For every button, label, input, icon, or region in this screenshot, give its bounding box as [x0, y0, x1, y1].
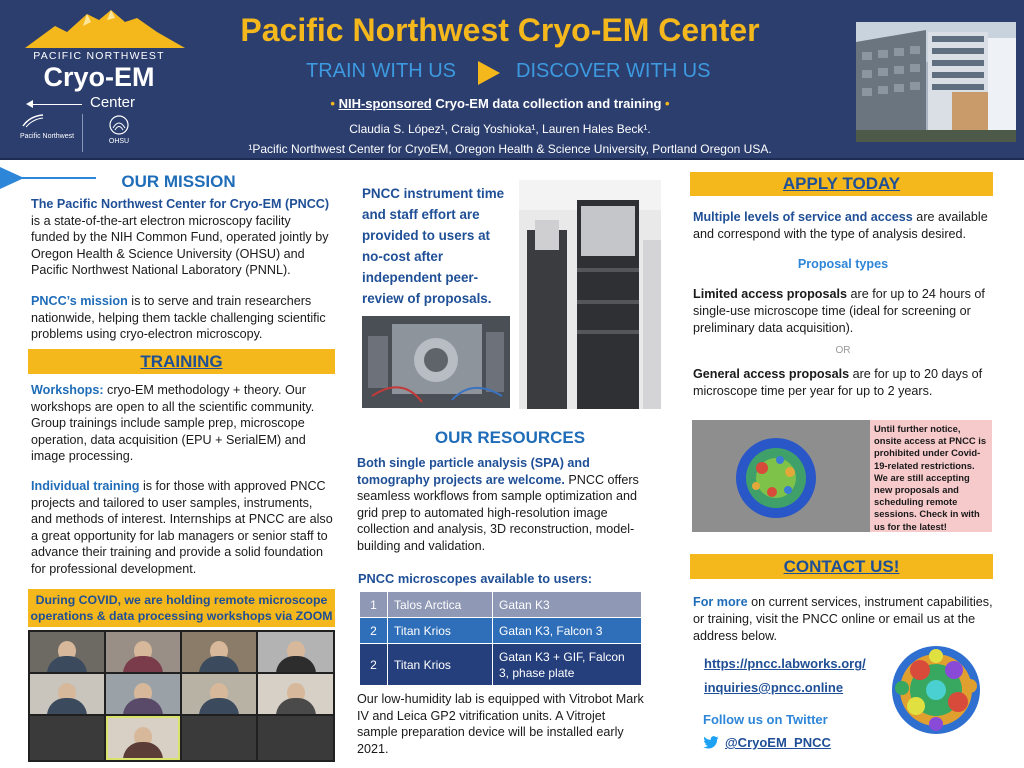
zoom-participant-tile	[106, 632, 180, 672]
limited-access-rest: are for up to 24 hours of single-use microscope time (ideal for screening or preliminary data acquisition).	[693, 287, 985, 335]
microscopes-table	[359, 591, 642, 686]
covid-workshop-banner: During COVID, we are holding remote microscope operations & data processing workshops via ZOOM	[28, 589, 335, 627]
partner-logos	[12, 112, 152, 154]
microscope-count: 2	[360, 618, 388, 644]
training-paragraph-2	[31, 478, 333, 578]
affiliation: ¹Pacific Northwest Center for CryoEM, Oregon Health & Science University, Portland Oregon USA.	[248, 142, 772, 156]
proposal-types-heading: Proposal types	[797, 257, 889, 271]
mission-paragraph-2	[31, 293, 333, 343]
training-p2-bold: Individual training	[31, 479, 140, 493]
pnnl-logo-text: Pacific Northwest	[20, 133, 75, 140]
authors: Claudia S. López¹, Craig Yoshioka¹, Lauren Hales Beck¹.	[349, 122, 651, 136]
mission-paragraph-1	[31, 196, 331, 279]
logo-text-line3-row	[24, 94, 174, 114]
header-banner	[0, 0, 1024, 160]
header-divider	[0, 158, 1024, 160]
apply-heading: APPLY TODAY	[690, 172, 993, 196]
tagline-right: DISCOVER WITH US	[516, 60, 711, 82]
microscope-model: Titan Krios	[388, 618, 493, 644]
logo-text-line2: Cryo-EM	[43, 62, 155, 92]
protein-structure-image	[886, 640, 986, 740]
microscope-photo	[519, 180, 661, 409]
pnnl-swoosh-icon	[22, 114, 44, 128]
mission-p1-bold: The Pacific Northwest Center for Cryo-EM (PNCC)	[31, 197, 330, 211]
logo-text-line1: PACIFIC NORTHWEST	[33, 50, 165, 62]
resources-heading: OUR RESOURCES	[434, 428, 586, 447]
email-link[interactable]: inquiries@pncc.online	[704, 680, 844, 695]
microscope-detector: Gatan K3, Falcon 3	[493, 618, 642, 644]
twitter-handle-link[interactable]: @CryoEM_PNCC	[725, 735, 831, 750]
twitter-bird-icon	[703, 736, 719, 750]
zoom-participant-tile	[106, 716, 180, 760]
zoom-participant-tile	[30, 674, 104, 714]
tagline-row	[200, 56, 820, 86]
general-access-bold: General access proposals	[693, 367, 850, 381]
cryo-em-micrograph	[692, 420, 870, 532]
mission-p2-bold: PNCC’s mission	[31, 294, 128, 308]
micrograph-illustration	[692, 420, 870, 532]
limited-access-bold: Limited access proposals	[693, 287, 847, 301]
contact-p-bold: For more	[693, 595, 748, 609]
logo-arrow-line	[30, 104, 82, 105]
zoom-participant-tile	[258, 716, 333, 760]
logo-text-line3: Center	[90, 94, 136, 111]
lab-equipment-photo	[362, 316, 510, 408]
apply-paragraph	[693, 209, 993, 243]
microscopes-heading: PNCC microscopes available to users:	[358, 571, 592, 586]
apply-p1-rest: are available and correspond with the type of analysis desired.	[693, 210, 988, 241]
nih-sponsored-text: NIH-sponsored	[338, 96, 432, 111]
contact-paragraph	[693, 594, 993, 645]
zoom-meeting-screenshot	[28, 630, 335, 762]
training-p1-rest: cryo-EM methodology + theory. Our workshops are open to all the scientific community. Group trainings include sample prep, microscope operation, data acquisition (EPU + SerialEM) and image processing.	[31, 383, 315, 464]
nih-subtitle-rest: Cryo-EM data collection and training	[431, 96, 666, 111]
zoom-participant-tile	[106, 674, 180, 714]
resources-bold: Both single particle analysis (SPA) and tomography projects are welcome.	[357, 456, 590, 487]
mission-accent-line	[0, 177, 96, 179]
microscope-model: Titan Krios	[388, 644, 493, 686]
covid-access-notice: Until further notice, onsite access at PNCC is prohibited under Covid-19-related restrictions. We are still accepting new proposals and scheduling remote sessions. Check in with us for the latest!	[870, 420, 992, 532]
microscope-detector: Gatan K3	[493, 592, 642, 618]
play-arrow-icon	[478, 61, 500, 85]
table-row	[360, 644, 642, 686]
bullet-right: •	[665, 96, 670, 111]
microscope-count: 1	[360, 592, 388, 618]
training-p1-bold: Workshops:	[31, 383, 104, 397]
zoom-participant-tile	[30, 716, 104, 760]
microscope-model: Talos Arctica	[388, 592, 493, 618]
contact-p-rest: on current services, instrument capabilities, or training, visit the PNCC online or email us at the address below.	[693, 595, 993, 643]
ohsu-emblem-icon	[108, 114, 130, 136]
tagline-left: TRAIN WITH US	[306, 60, 456, 82]
poster-title: Pacific Northwest Cryo-EM Center	[240, 12, 760, 48]
zoom-participant-tile	[182, 716, 256, 760]
resources-paragraph	[357, 455, 659, 555]
partner-divider	[82, 114, 83, 152]
mission-p2-rest: is to serve and train researchers nationwide, helping them tackle challenging scientific problems using cryo-electron microscopy.	[31, 294, 326, 342]
follow-twitter-label: Follow us on Twitter	[703, 712, 828, 727]
microscope-illustration	[519, 180, 661, 409]
building-illustration	[856, 22, 1016, 142]
training-p2-rest: is for those with approved PNCC projects and tailored to user samples, instruments, and methods of interest. Internships at PNCC are also a great opportunity for lab managers or senior staff to advance their training and provide a solid foundation for professional development.	[31, 479, 333, 576]
contact-heading: CONTACT US!	[690, 554, 993, 579]
apply-p1-bold: Multiple levels of service and access	[693, 210, 913, 224]
zoom-participant-tile	[258, 632, 333, 672]
zoom-participant-tile	[182, 632, 256, 672]
or-separator: OR	[835, 345, 851, 356]
ohsu-logo	[94, 112, 144, 145]
table-row	[360, 592, 642, 618]
building-photo	[856, 22, 1016, 142]
resources-rest: PNCC offers seamless workflows from sample optimization and grid prep to automated high-resolution image collection and analysis, 3D reconstruction, model-building and validation.	[357, 472, 639, 553]
lab-equipment-illustration	[362, 316, 510, 408]
general-access-paragraph	[693, 366, 993, 400]
microscope-count: 2	[360, 644, 388, 686]
training-paragraph-1	[31, 382, 333, 465]
bullet-left: •	[330, 96, 335, 111]
zoom-participant-tile	[258, 674, 333, 714]
microscope-detector: Gatan K3 + GIF, Falcon 3, phase plate	[493, 644, 642, 686]
table-row	[360, 618, 642, 644]
training-heading: TRAINING	[28, 349, 335, 374]
mountain-logo-icon	[25, 8, 185, 48]
website-link[interactable]: https://pncc.labworks.org/	[704, 656, 866, 671]
zoom-participant-tile	[182, 674, 256, 714]
nih-subtitle	[200, 96, 800, 111]
mission-heading: OUR MISSION	[121, 172, 236, 191]
lab-equipment-paragraph: Our low-humidity lab is equipped with Vitrobot Mark IV and Leica GP2 vitrification units. A Vitrojet sample preparation device will be installed early 2021.	[357, 692, 644, 756]
ohsu-logo-text: OHSU	[108, 138, 130, 145]
limited-access-paragraph	[693, 286, 993, 337]
mission-p1-rest: is a state-of-the-art electron microscopy facility funded by the NIH Common Fund, operated jointly by Oregon Health & Science University (OHSU) and Pacific Northwest National Laboratory (PNNL).	[31, 213, 329, 278]
zoom-participant-tile	[30, 632, 104, 672]
instrument-time-statement: PNCC instrument time and staff effort are provided to users at no-cost after independent peer-review of proposals.	[362, 186, 505, 306]
general-access-rest: are for up to 20 days of microscope time per year for up to 2 years.	[693, 367, 983, 398]
